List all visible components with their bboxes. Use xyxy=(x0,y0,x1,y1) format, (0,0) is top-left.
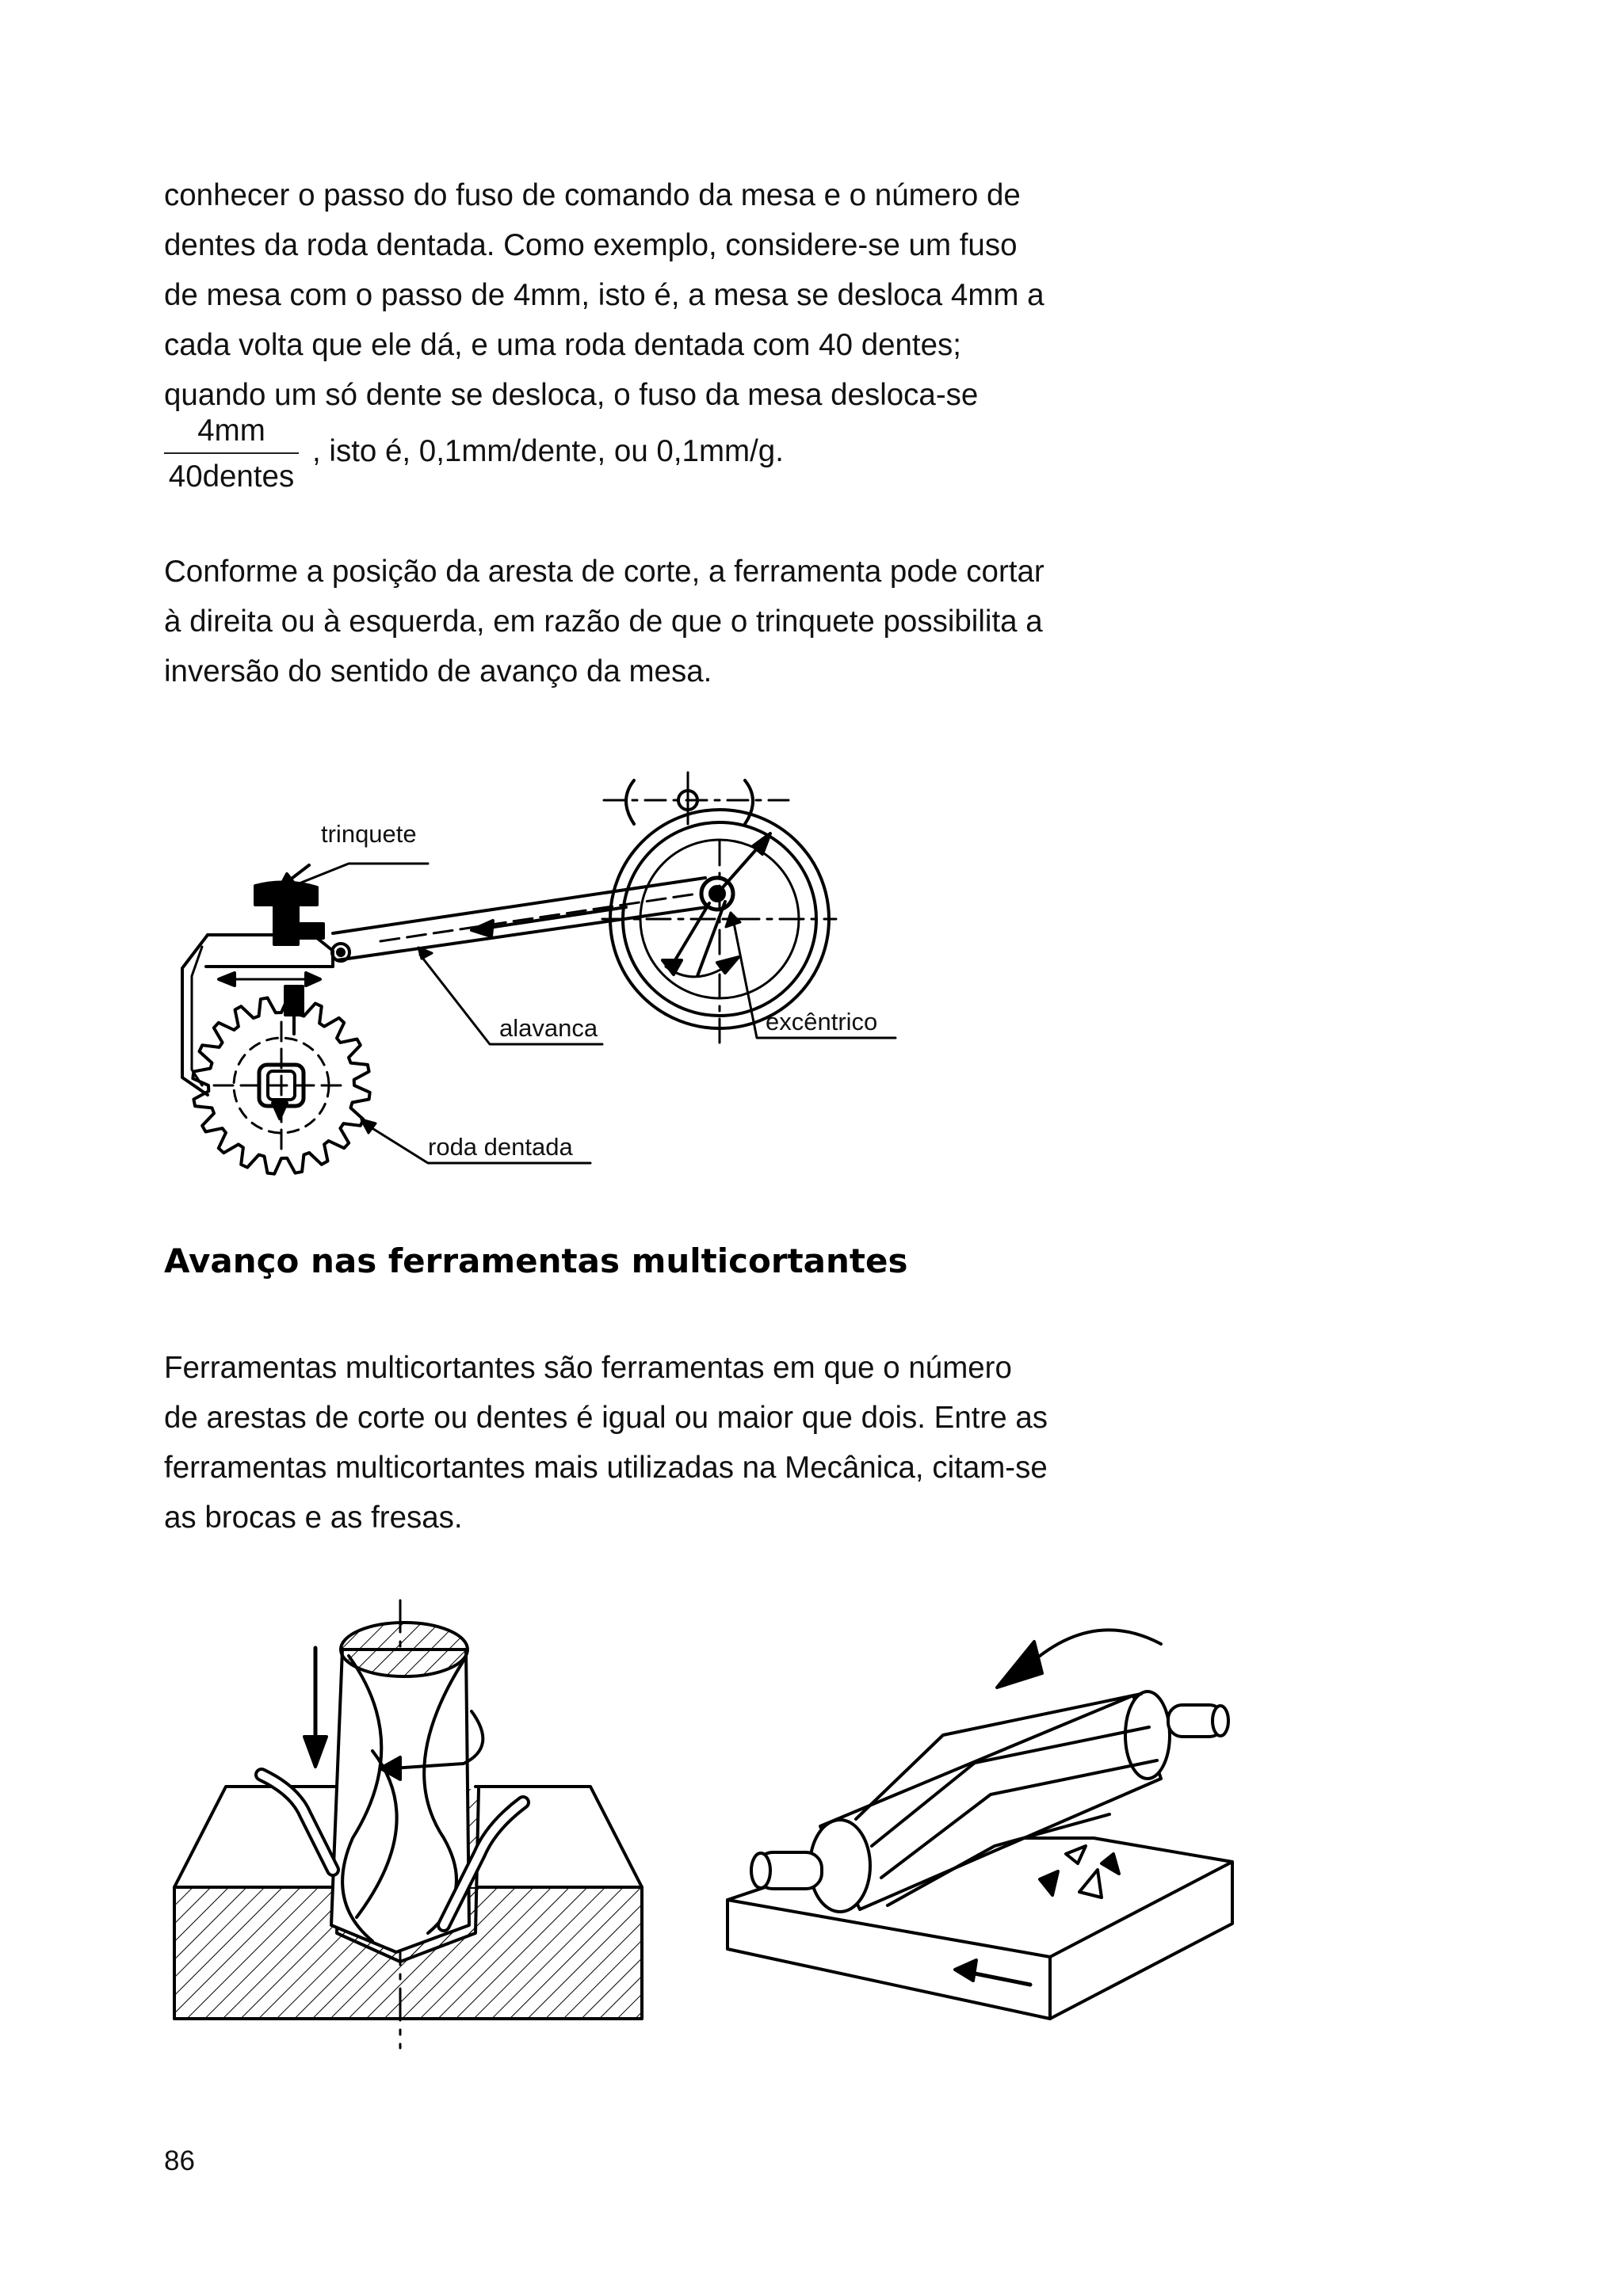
drill-illustration xyxy=(174,1600,642,2048)
tools-figure xyxy=(0,1553,1623,2060)
text-line: as brocas e as fresas. xyxy=(164,1501,463,1535)
label-gear: roda dentada xyxy=(428,1133,573,1161)
text-line: Ferramentas multicortantes são ferramentas em que o número xyxy=(164,1351,1012,1385)
label-eccentric: excêntrico xyxy=(766,1008,878,1035)
text-line: ferramentas multicortantes mais utilizadas na Mecânica, citam-se xyxy=(164,1451,1048,1485)
label-ratchet: trinquete xyxy=(321,820,417,848)
text-line: de mesa com o passo de 4mm, isto é, a mesa se desloca 4mm a xyxy=(164,278,1044,312)
text-line: quando um só dente se desloca, o fuso da mesa desloca-se xyxy=(164,378,979,412)
section-heading: Avanço nas ferramentas multicortantes xyxy=(164,1241,908,1280)
fraction-result-text: , isto é, 0,1mm/dente, ou 0,1mm/g. xyxy=(312,434,784,468)
text-line: dentes da roda dentada. Como exemplo, considere-se um fuso xyxy=(164,228,1018,262)
fraction-denominator: 40dentes xyxy=(168,460,295,494)
fraction-numerator: 4mm xyxy=(197,414,265,448)
text-line: cada volta que ele dá, e uma roda dentada com 40 dentes; xyxy=(164,328,961,362)
text-line: de arestas de corte ou dentes é igual ou maior que dois. Entre as xyxy=(164,1401,1048,1435)
text-line: inversão do sentido de avanço da mesa. xyxy=(164,654,712,688)
text-line: à direita ou à esquerda, em razão de que o trinquete possibilita a xyxy=(164,605,1043,639)
milling-illustration xyxy=(727,1630,1232,2019)
multicut-paragraph xyxy=(164,1343,1115,1543)
gear-wheel xyxy=(193,997,369,1173)
page-number: 86 xyxy=(164,2145,195,2176)
text-line: conhecer o passo do fuso de comando da mesa e o número de xyxy=(164,178,1021,212)
label-lever: alavanca xyxy=(499,1014,598,1042)
ratchet-pawl xyxy=(182,865,333,1095)
text-line: Conforme a posição da aresta de corte, a ferramenta pode cortar xyxy=(164,555,1044,589)
